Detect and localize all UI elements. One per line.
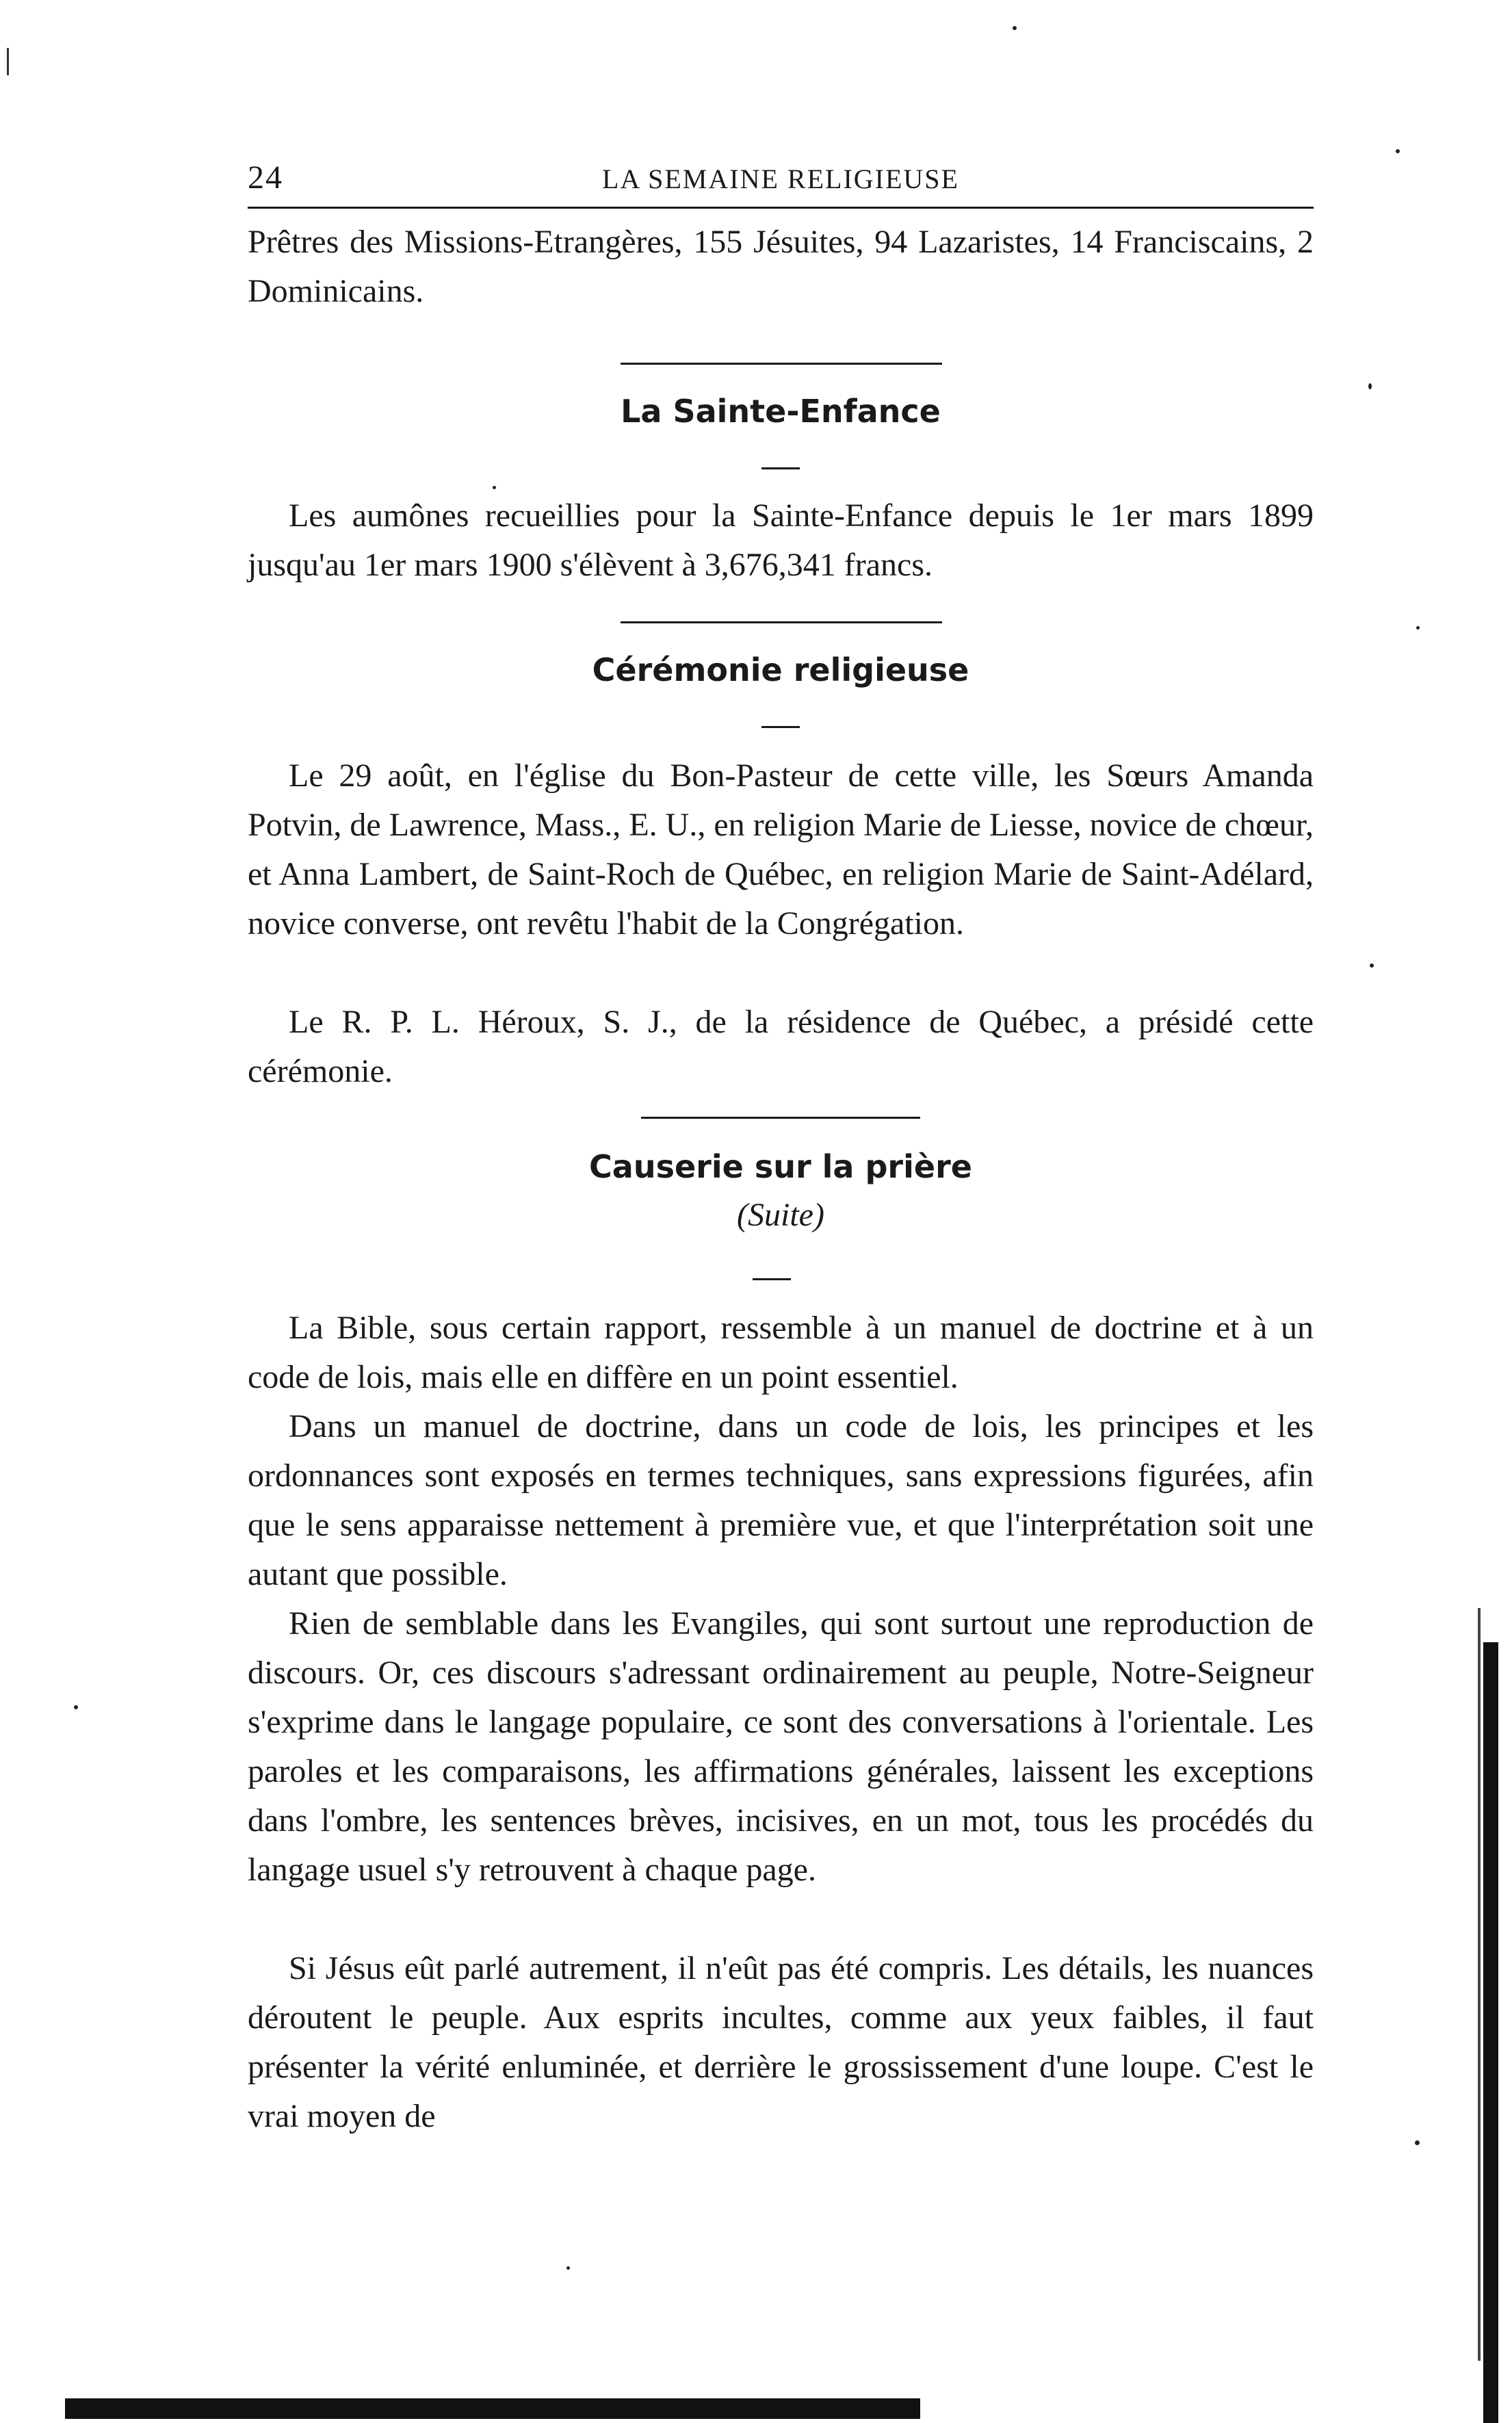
header-rule [248, 207, 1314, 209]
causerie-paragraph-2: Dans un manuel de doctrine, dans un code de lois, les principes et les ordonnances sont exposés en termes techniques, sans expressions figurées, afin que le sens apparaisse nettement à première vue, et que l'interprétation soit une autant que possible. [248, 1408, 1314, 1592]
title-dash [753, 1278, 791, 1280]
scan-speck [1368, 383, 1372, 389]
scan-edge-shadow [1483, 1642, 1498, 2423]
page-number: 24 [248, 159, 283, 196]
section-subtitle-suite: (Suite) [737, 1197, 824, 1233]
section-title-causerie: Causerie sur la prière [589, 1148, 972, 1185]
scan-edge-mark [7, 48, 9, 75]
section-separator [621, 363, 942, 365]
running-title: LA SEMAINE RELIGIEUSE [602, 164, 959, 194]
ceremonie-paragraph-2: Le R. P. L. Héroux, S. J., de la résidence de Québec, a présidé cette cérémonie. [248, 1004, 1314, 1089]
scan-speck [1396, 149, 1400, 153]
section-title-ceremonie: Cérémonie religieuse [592, 651, 969, 688]
scan-speck [1415, 2140, 1420, 2145]
causerie-paragraph-3: Rien de semblable dans les Evangiles, qui sont surtout une reproduction de discours. Or, ces discours s'adressant ordinairement au peuple, Notre-Seigneur s'exprime dans le langage populaire, ce sont des conversations à l'orientale. Les paroles et les comparaisons, les affirmations générales, laissent les exceptions dans l'ombre, les sentences brèves, incisives, en un mot, tous les procédés du langage usuel s'y retrouvent à chaque page. [248, 1605, 1314, 1888]
scan-speck [1370, 963, 1374, 968]
section-separator [621, 621, 942, 623]
intro-paragraph: Prêtres des Missions-Etrangères, 155 Jésuites, 94 Lazaristes, 14 Franciscains, 2 Dominicains. [248, 224, 1314, 309]
scan-speck [1013, 26, 1017, 30]
scan-speck [493, 486, 496, 489]
scan-speck [74, 1705, 78, 1709]
causerie-paragraph-4: Si Jésus eût parlé autrement, il n'eût pas été compris. Les détails, les nuances déroutent le peuple. Aux esprits incultes, comme aux yeux faibles, il faut présenter la vérité enluminée, et derrière le grossissement d'une loupe. C'est le vrai moyen de [248, 1950, 1314, 2134]
title-dash [761, 467, 800, 469]
running-head [248, 159, 1314, 200]
ceremonie-paragraph-1: Le 29 août, en l'église du Bon-Pasteur de cette ville, les Sœurs Amanda Potvin, de Lawrence, Mass., E. U., en religion Marie de Liesse, novice de chœur, et Anna Lambert, de Saint-Roch de Québec, en religion Marie de Saint-Adélard, novice converse, ont revêtu l'habit de la Congrégation. [248, 757, 1314, 942]
scan-edge-shadow [1478, 1608, 1481, 2361]
scan-speck [566, 2266, 570, 2270]
section-title-sainte-enfance: La Sainte-Enfance [621, 393, 941, 430]
scan-bottom-shadow [65, 2398, 920, 2419]
title-dash [761, 726, 800, 728]
sainte-enfance-paragraph: Les aumônes recueillies pour la Sainte-Enfance depuis le 1er mars 1899 jusqu'au 1er mars 1900 s'élèvent à 3,676,341 francs. [248, 497, 1314, 583]
section-separator [641, 1117, 920, 1119]
causerie-paragraph-1: La Bible, sous certain rapport, ressemble à un manuel de doctrine et à un code de lois, mais elle en diffère en un point essentiel. [248, 1310, 1314, 1395]
scan-speck [1416, 626, 1420, 630]
